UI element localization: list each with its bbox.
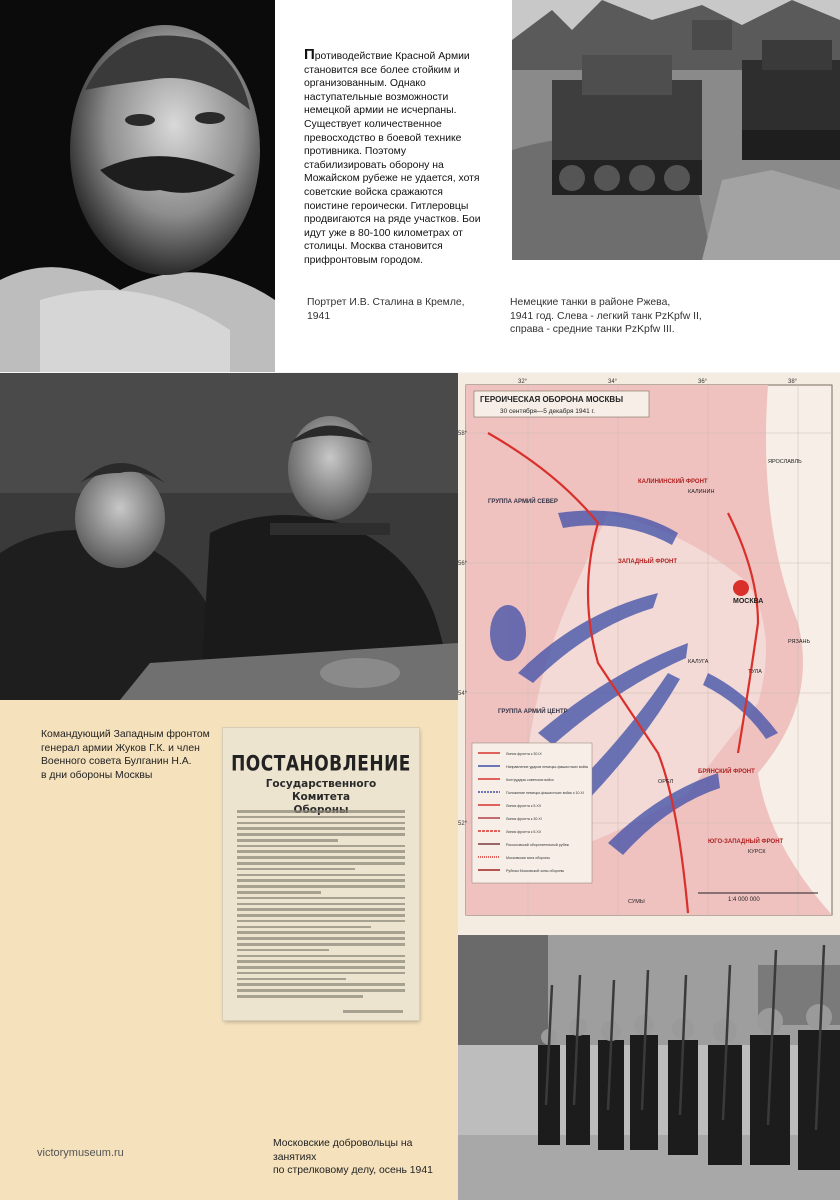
tanks-photo bbox=[512, 0, 840, 260]
caption-line: Немецкие танки в районе Ржева, bbox=[510, 297, 671, 308]
caption-line: 1941 год. Слева - легкий танк PzKpfw II, bbox=[510, 310, 702, 322]
map-legend-item: Рубежи Московской зоны обороны bbox=[506, 869, 565, 873]
map-latitude-label: 52° bbox=[458, 821, 468, 827]
tanks-caption bbox=[510, 296, 730, 337]
map-legend-item: Линия фронта к 30.IX bbox=[506, 752, 542, 756]
decree-subtitle-line: Государственного Комитета bbox=[265, 778, 377, 803]
map-legend-item: Московская зона обороны bbox=[506, 856, 550, 860]
intro-paragraph bbox=[304, 46, 489, 268]
caption-line: по стрелковому делу, осень 1941 bbox=[273, 1165, 433, 1177]
map-army-group-label: ГРУППА АРМИЙ СЕВЕР bbox=[488, 499, 558, 505]
map-city-label: КАЛИНИН bbox=[688, 489, 715, 495]
map-front-label: ЗАПАДНЫЙ ФРОНТ bbox=[618, 559, 678, 565]
map-city-label: ЯРОСЛАВЛЬ bbox=[768, 459, 802, 465]
map-latitude-label: 54° bbox=[458, 691, 468, 697]
map-city-label: КУРСК bbox=[748, 849, 766, 855]
caption-line: Портрет И.В. Сталина в Кремле, bbox=[307, 297, 465, 308]
caption-line: Командующий Западным фронтом bbox=[41, 729, 210, 740]
volunteers-photo bbox=[458, 935, 840, 1200]
map-city-label: ОРЕЛ bbox=[658, 779, 674, 785]
intro-paragraph-text: ротиводействие Красной Армии становится все более стойким и организованным. Однако наступательные возможности немецкой армии не исчерпаны. Существует количественное превосходство в боевой технике противника. Поэтому стабилизировать оборону на Можайском рубеже не удается, хотя советские войска сражаются поистине героически. Гитлеровцы продвигаются на ряде участков. Бои идут уже в 80-100 километрах от столицы. Москва становится прифронтовым городом. bbox=[304, 51, 481, 266]
map-legend-item: Положение немецко-фашистских войск к 10.XI bbox=[506, 791, 584, 795]
gko-decree-document bbox=[223, 728, 419, 1020]
map-city-label: РЯЗАНЬ bbox=[788, 639, 811, 645]
map-legend-item: Рокоссовский оборонительный рубеж bbox=[506, 843, 569, 847]
map-legend-item: Направление ударов немецко-фашистских войск bbox=[506, 765, 589, 769]
map-city-label: ТУЛА bbox=[748, 669, 762, 675]
map-city-label: СУМЫ bbox=[628, 899, 645, 905]
map-front-label: БРЯНСКИЙ ФРОНТ bbox=[698, 769, 755, 775]
site-url: victorymuseum.ru bbox=[37, 1147, 124, 1159]
map-dates: 30 сентября—5 декабря 1941 г. bbox=[500, 408, 595, 415]
map-legend-item: Линия фронта к 5.XII bbox=[506, 830, 541, 834]
moscow-defense-map bbox=[458, 373, 840, 935]
drop-cap: П bbox=[304, 46, 315, 63]
map-legend-item: Линия фронта к 5.XII bbox=[506, 804, 541, 808]
map-longitude-label: 38° bbox=[788, 379, 798, 385]
zhukov-bulganin-photo bbox=[0, 373, 458, 700]
map-legend-item: Линия фронта к 30.XI bbox=[506, 817, 542, 821]
caption-line: Московские добровольцы на занятиях bbox=[273, 1138, 413, 1163]
map-longitude-label: 32° bbox=[518, 379, 528, 385]
stalin-portrait-caption bbox=[307, 296, 487, 323]
map-latitude-label: 56° bbox=[458, 561, 468, 567]
caption-line: Военного совета Булганин Н.А. bbox=[41, 756, 192, 768]
volunteers-caption bbox=[273, 1137, 453, 1178]
decree-body-text bbox=[237, 810, 405, 1001]
map-front-label: ЮГО-ЗАПАДНЫЙ ФРОНТ bbox=[708, 839, 784, 845]
map-longitude-label: 34° bbox=[608, 379, 618, 385]
decree-signature bbox=[343, 1010, 403, 1016]
map-latitude-label: 58° bbox=[458, 431, 468, 437]
map-front-label: КАЛИНИНСКИЙ ФРОНТ bbox=[638, 479, 708, 485]
map-city-label: КАЛУГА bbox=[688, 659, 709, 665]
caption-line: 1941 bbox=[307, 310, 331, 322]
map-scale: 1:4 000 000 bbox=[728, 897, 760, 903]
caption-line: генерал армии Жуков Г.К. и член bbox=[41, 742, 200, 754]
map-longitude-label: 36° bbox=[698, 379, 708, 385]
map-legend-item: Контрудары советских войск bbox=[506, 778, 554, 782]
caption-line: в дни обороны Москвы bbox=[41, 769, 153, 781]
map-army-group-label: ГРУППА АРМИЙ ЦЕНТР bbox=[498, 709, 568, 715]
caption-line: справа - средние танки PzKpfw III. bbox=[510, 324, 675, 336]
stalin-portrait-photo bbox=[0, 0, 275, 372]
map-title: ГЕРОИЧЕСКАЯ ОБОРОНА МОСКВЫ bbox=[480, 395, 624, 404]
zhukov-caption bbox=[41, 728, 216, 782]
map-city-moscow: МОСКВА bbox=[733, 598, 764, 605]
decree-title: ПОСТАНОВЛЕНИЕ bbox=[231, 751, 411, 777]
